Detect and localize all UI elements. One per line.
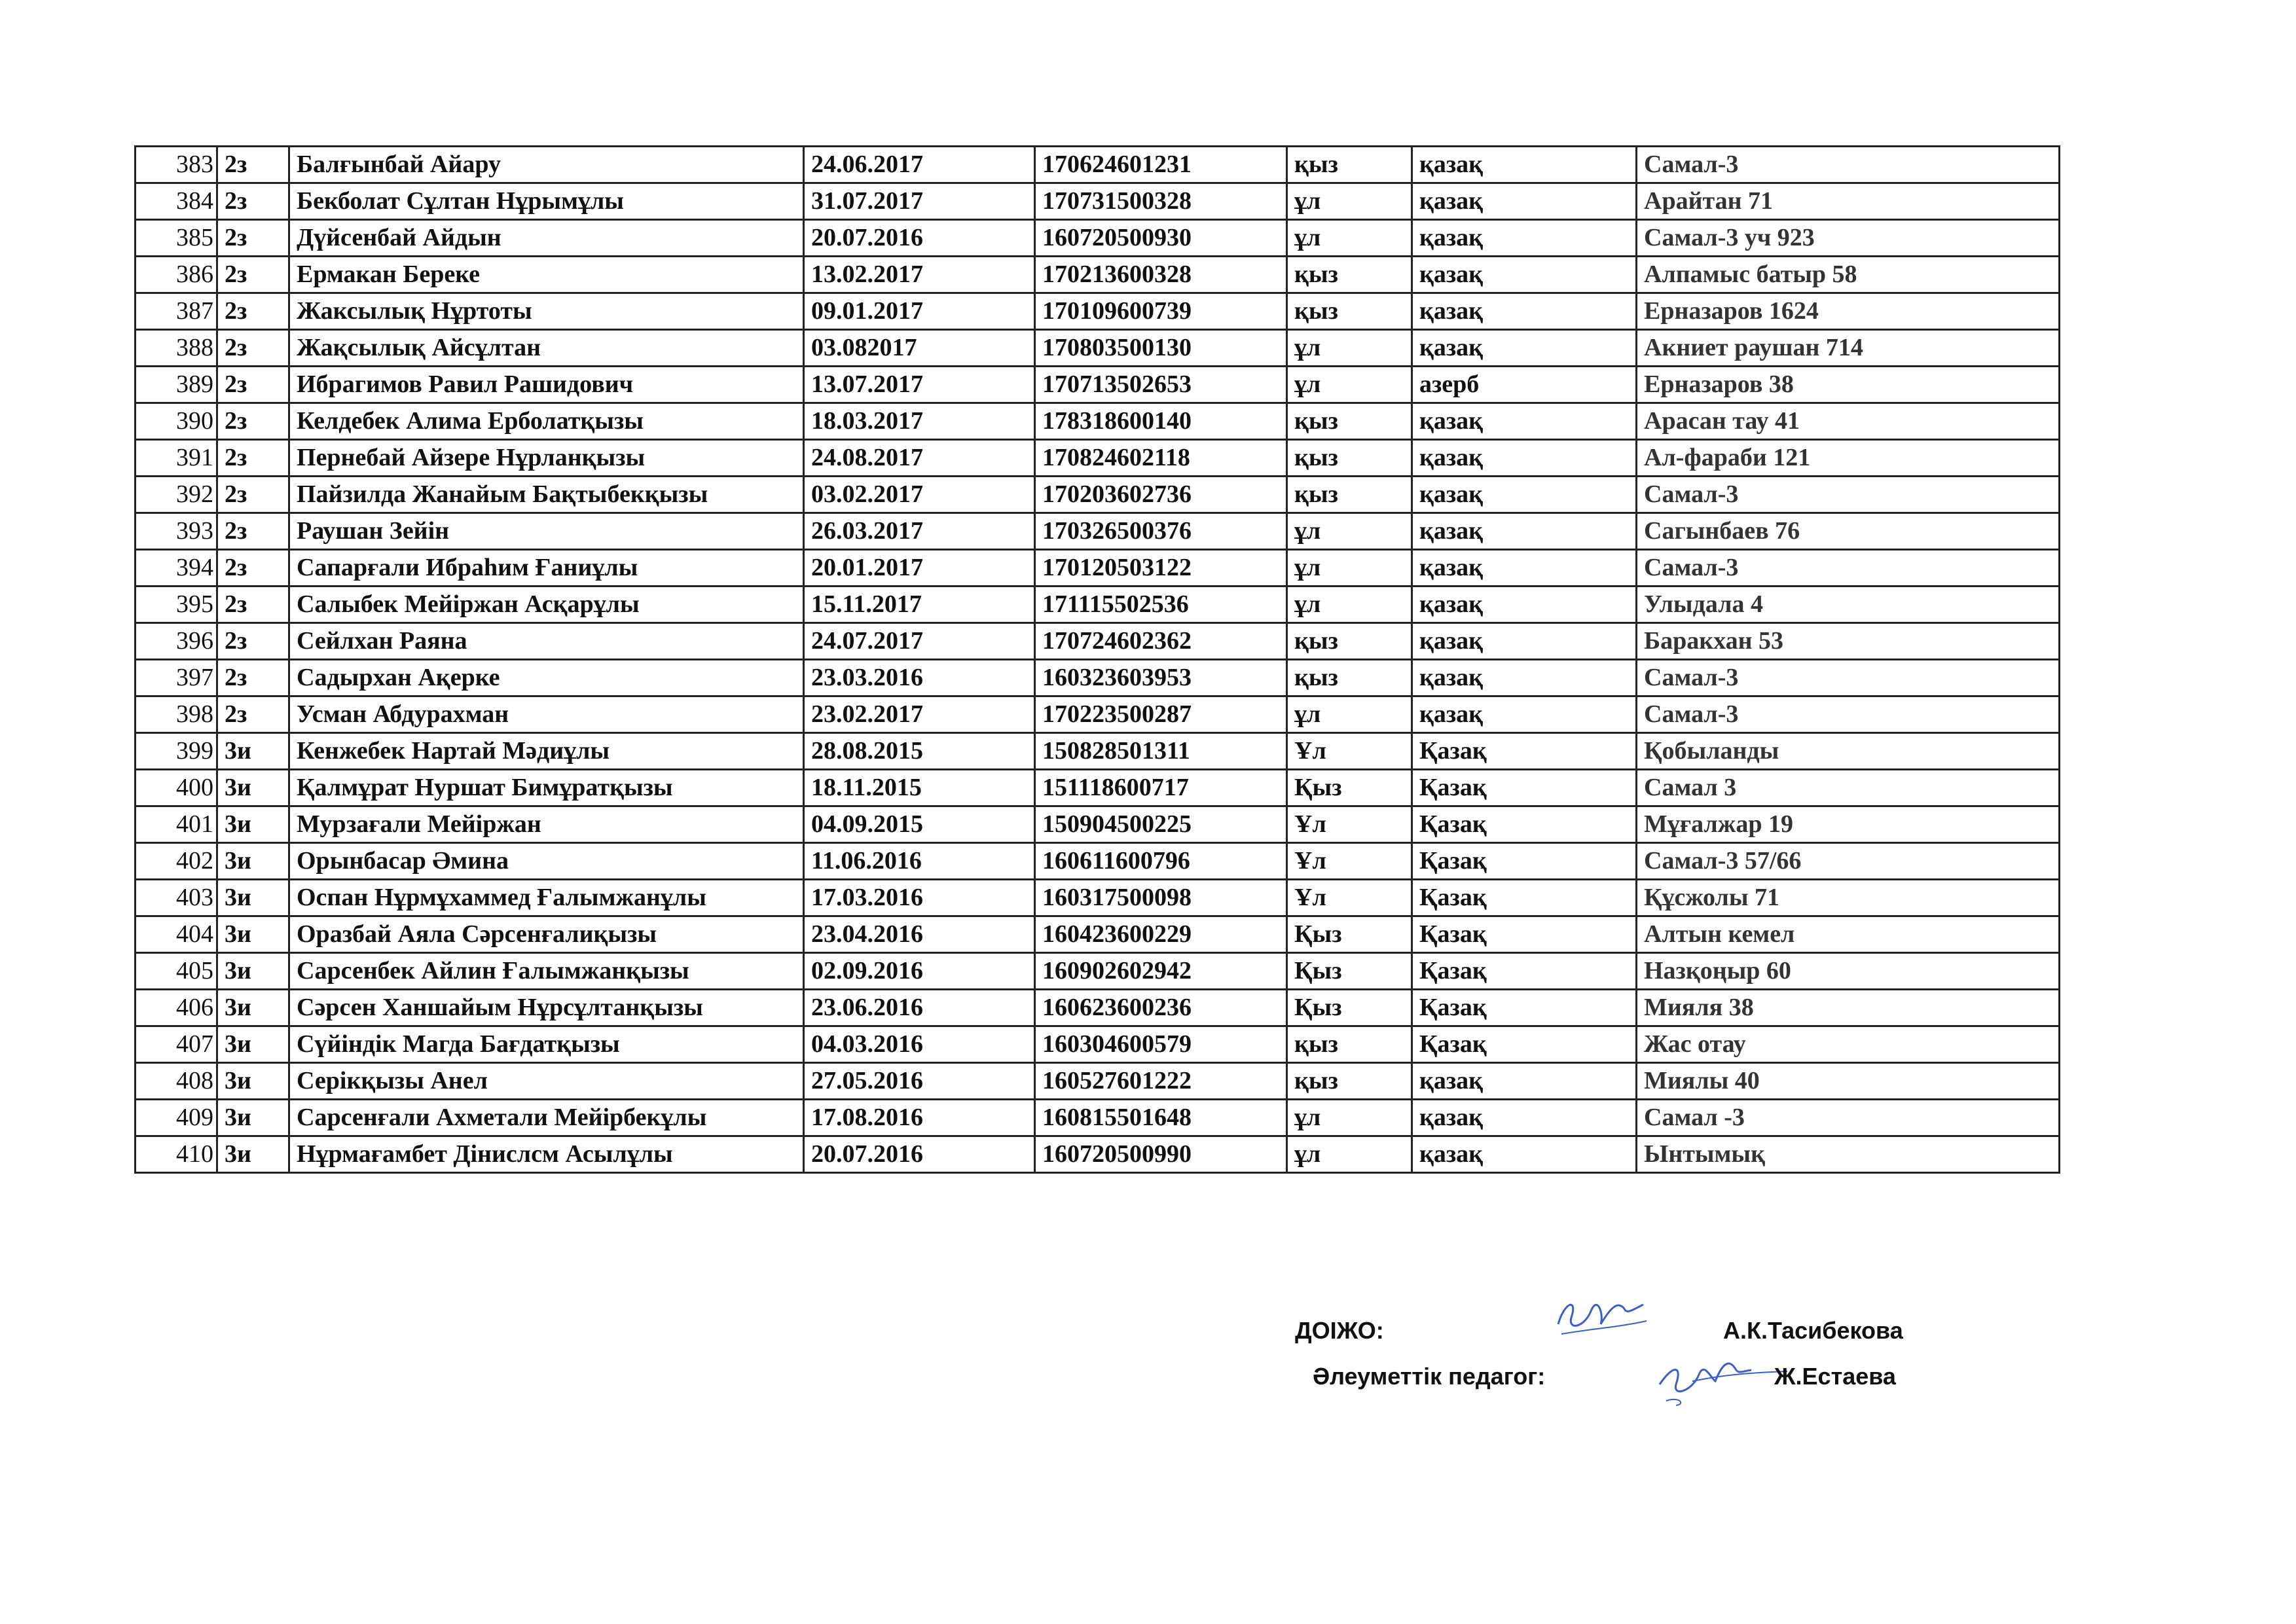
row-number: 405 <box>136 953 217 990</box>
gender-cell: қыз <box>1287 623 1412 660</box>
row-number: 393 <box>136 513 217 550</box>
student-records-table <box>134 145 2060 1174</box>
iin-cell: 160317500098 <box>1035 880 1287 916</box>
table-row <box>136 990 2060 1026</box>
address-cell: Баракхан 53 <box>1637 623 2060 660</box>
full-name-cell: Раушан Зейін <box>289 513 804 550</box>
iin-cell: 178318600140 <box>1035 403 1287 440</box>
full-name-cell: Ибрагимов Равил Рашидович <box>289 367 804 403</box>
row-number: 391 <box>136 440 217 477</box>
gender-cell: қыз <box>1287 403 1412 440</box>
gender-cell: ұл <box>1287 550 1412 586</box>
address-cell: Алтын кемел <box>1637 916 2060 953</box>
nationality-cell: қазақ <box>1412 330 1637 367</box>
full-name-cell: Сарсенбек Айлин Ғалымжанқызы <box>289 953 804 990</box>
table-row <box>136 403 2060 440</box>
iin-cell: 150904500225 <box>1035 806 1287 843</box>
table-row <box>136 367 2060 403</box>
nationality-cell: қазақ <box>1412 623 1637 660</box>
address-cell: Ал-фараби 121 <box>1637 440 2060 477</box>
gender-cell: қыз <box>1287 440 1412 477</box>
birth-date-cell: 28.08.2015 <box>804 733 1035 770</box>
row-number: 390 <box>136 403 217 440</box>
doizho-signature <box>1552 1288 1650 1350</box>
table-row <box>136 550 2060 586</box>
iin-cell: 170120503122 <box>1035 550 1287 586</box>
birth-date-cell: 03.082017 <box>804 330 1035 367</box>
table-row <box>136 916 2060 953</box>
full-name-cell: Оспан Нұрмұхаммед Ғалымжанұлы <box>289 880 804 916</box>
iin-cell: 170824602118 <box>1035 440 1287 477</box>
gender-cell: қыз <box>1287 293 1412 330</box>
gender-cell: ұл <box>1287 220 1412 257</box>
birth-date-cell: 24.06.2017 <box>804 147 1035 183</box>
birth-date-cell: 24.08.2017 <box>804 440 1035 477</box>
address-cell: Миялы 40 <box>1637 1063 2060 1100</box>
address-cell: Назқоңыр 60 <box>1637 953 2060 990</box>
row-number: 403 <box>136 880 217 916</box>
iin-cell: 170223500287 <box>1035 696 1287 733</box>
gender-cell: ұл <box>1287 330 1412 367</box>
iin-cell: 170203602736 <box>1035 477 1287 513</box>
row-number: 387 <box>136 293 217 330</box>
birth-date-cell: 04.03.2016 <box>804 1026 1035 1063</box>
iin-cell: 170624601231 <box>1035 147 1287 183</box>
table-row <box>136 183 2060 220</box>
birth-date-cell: 20.07.2016 <box>804 220 1035 257</box>
class-cell: 3и <box>217 1026 289 1063</box>
class-cell: 2з <box>217 550 289 586</box>
class-cell: 3и <box>217 1063 289 1100</box>
birth-date-cell: 23.06.2016 <box>804 990 1035 1026</box>
iin-cell: 160527601222 <box>1035 1063 1287 1100</box>
iin-cell: 160304600579 <box>1035 1026 1287 1063</box>
address-cell: Қобыланды <box>1637 733 2060 770</box>
full-name-cell: Жақсылық Айсұлтан <box>289 330 804 367</box>
class-cell: 3и <box>217 953 289 990</box>
birth-date-cell: 23.04.2016 <box>804 916 1035 953</box>
row-number: 409 <box>136 1100 217 1136</box>
row-number: 402 <box>136 843 217 880</box>
address-cell: Ерназаров 1624 <box>1637 293 2060 330</box>
nationality-cell: азерб <box>1412 367 1637 403</box>
full-name-cell: Салыбек Мейіржан Асқарұлы <box>289 586 804 623</box>
iin-cell: 160720500930 <box>1035 220 1287 257</box>
class-cell: 3и <box>217 1136 289 1173</box>
full-name-cell: Сәрсен Ханшайым Нұрсұлтанқызы <box>289 990 804 1026</box>
table-row <box>136 477 2060 513</box>
table-row <box>136 696 2060 733</box>
birth-date-cell: 18.03.2017 <box>804 403 1035 440</box>
class-cell: 2з <box>217 403 289 440</box>
birth-date-cell: 24.07.2017 <box>804 623 1035 660</box>
table-row <box>136 293 2060 330</box>
gender-cell: Ұл <box>1287 733 1412 770</box>
birth-date-cell: 23.02.2017 <box>804 696 1035 733</box>
class-cell: 2з <box>217 623 289 660</box>
iin-cell: 170326500376 <box>1035 513 1287 550</box>
birth-date-cell: 27.05.2016 <box>804 1063 1035 1100</box>
full-name-cell: Келдебек Алима Ерболатқызы <box>289 403 804 440</box>
iin-cell: 151118600717 <box>1035 770 1287 806</box>
nationality-cell: қазақ <box>1412 440 1637 477</box>
class-cell: 2з <box>217 440 289 477</box>
full-name-cell: Жаксылық Нұртоты <box>289 293 804 330</box>
gender-cell: ұл <box>1287 1136 1412 1173</box>
address-cell: Самал 3 <box>1637 770 2060 806</box>
class-cell: 2з <box>217 660 289 696</box>
birth-date-cell: 02.09.2016 <box>804 953 1035 990</box>
row-number: 389 <box>136 367 217 403</box>
nationality-cell: Қазақ <box>1412 880 1637 916</box>
nationality-cell: қазақ <box>1412 513 1637 550</box>
iin-cell: 160611600796 <box>1035 843 1287 880</box>
social-pedagogue-name: Ж.Естаева <box>1774 1363 1896 1390</box>
birth-date-cell: 18.11.2015 <box>804 770 1035 806</box>
nationality-cell: Қазақ <box>1412 953 1637 990</box>
row-number: 385 <box>136 220 217 257</box>
class-cell: 3и <box>217 880 289 916</box>
iin-cell: 170109600739 <box>1035 293 1287 330</box>
class-cell: 2з <box>217 257 289 293</box>
full-name-cell: Сапарғали Ибраһим Ғаниұлы <box>289 550 804 586</box>
gender-cell: қыз <box>1287 1063 1412 1100</box>
full-name-cell: Дүйсенбай Айдын <box>289 220 804 257</box>
nationality-cell: қазақ <box>1412 586 1637 623</box>
table-row <box>136 953 2060 990</box>
full-name-cell: Мурзағали Мейіржан <box>289 806 804 843</box>
address-cell: Самал-3 57/66 <box>1637 843 2060 880</box>
nationality-cell: Қазақ <box>1412 843 1637 880</box>
birth-date-cell: 09.01.2017 <box>804 293 1035 330</box>
iin-cell: 160623600236 <box>1035 990 1287 1026</box>
row-number: 386 <box>136 257 217 293</box>
class-cell: 2з <box>217 367 289 403</box>
table-row <box>136 147 2060 183</box>
gender-cell: Ұл <box>1287 843 1412 880</box>
iin-cell: 160902602942 <box>1035 953 1287 990</box>
table-row <box>136 1136 2060 1173</box>
birth-date-cell: 15.11.2017 <box>804 586 1035 623</box>
address-cell: Жас отау <box>1637 1026 2060 1063</box>
birth-date-cell: 17.08.2016 <box>804 1100 1035 1136</box>
birth-date-cell: 23.03.2016 <box>804 660 1035 696</box>
class-cell: 3и <box>217 1100 289 1136</box>
iin-cell: 171115502536 <box>1035 586 1287 623</box>
row-number: 410 <box>136 1136 217 1173</box>
full-name-cell: Ермакан Береке <box>289 257 804 293</box>
row-number: 406 <box>136 990 217 1026</box>
iin-cell: 170731500328 <box>1035 183 1287 220</box>
address-cell: Улыдала 4 <box>1637 586 2060 623</box>
gender-cell: Ұл <box>1287 806 1412 843</box>
address-cell: Мияля 38 <box>1637 990 2060 1026</box>
birth-date-cell: 17.03.2016 <box>804 880 1035 916</box>
address-cell: Құсжолы 71 <box>1637 880 2060 916</box>
full-name-cell: Пернебай Айзере Нұрланқызы <box>289 440 804 477</box>
class-cell: 3и <box>217 770 289 806</box>
nationality-cell: қазақ <box>1412 660 1637 696</box>
doizho-label: ДОІЖО: <box>1295 1317 1384 1344</box>
gender-cell: қыз <box>1287 1026 1412 1063</box>
iin-cell: 160815501648 <box>1035 1100 1287 1136</box>
address-cell: Сагынбаев 76 <box>1637 513 2060 550</box>
doizho-name: А.К.Тасибекова <box>1723 1317 1903 1344</box>
address-cell: Самал -3 <box>1637 1100 2060 1136</box>
class-cell: 3и <box>217 843 289 880</box>
row-number: 401 <box>136 806 217 843</box>
gender-cell: Қыз <box>1287 916 1412 953</box>
address-cell: Ерназаров 38 <box>1637 367 2060 403</box>
birth-date-cell: 31.07.2017 <box>804 183 1035 220</box>
address-cell: Арайтан 71 <box>1637 183 2060 220</box>
nationality-cell: қазақ <box>1412 293 1637 330</box>
full-name-cell: Оразбай Аяла Сәрсенғалиқызы <box>289 916 804 953</box>
table-row <box>136 806 2060 843</box>
iin-cell: 150828501311 <box>1035 733 1287 770</box>
gender-cell: ұл <box>1287 367 1412 403</box>
class-cell: 2з <box>217 586 289 623</box>
table-row <box>136 623 2060 660</box>
nationality-cell: Қазақ <box>1412 1026 1637 1063</box>
row-number: 384 <box>136 183 217 220</box>
gender-cell: қыз <box>1287 660 1412 696</box>
iin-cell: 170803500130 <box>1035 330 1287 367</box>
class-cell: 3и <box>217 916 289 953</box>
nationality-cell: Қазақ <box>1412 733 1637 770</box>
table-row <box>136 513 2060 550</box>
birth-date-cell: 26.03.2017 <box>804 513 1035 550</box>
nationality-cell: Қазақ <box>1412 806 1637 843</box>
full-name-cell: Сарсенғали Ахметали Мейірбекұлы <box>289 1100 804 1136</box>
nationality-cell: қазақ <box>1412 1100 1637 1136</box>
address-cell: Самал-3 <box>1637 147 2060 183</box>
class-cell: 2з <box>217 220 289 257</box>
table-row <box>136 257 2060 293</box>
row-number: 394 <box>136 550 217 586</box>
row-number: 408 <box>136 1063 217 1100</box>
iin-cell: 170213600328 <box>1035 257 1287 293</box>
full-name-cell: Садырхан Ақерке <box>289 660 804 696</box>
nationality-cell: Қазақ <box>1412 916 1637 953</box>
address-cell: Самал-3 <box>1637 660 2060 696</box>
table-row <box>136 1100 2060 1136</box>
class-cell: 3и <box>217 806 289 843</box>
table-row <box>136 660 2060 696</box>
nationality-cell: қазақ <box>1412 477 1637 513</box>
full-name-cell: Усман Абдурахман <box>289 696 804 733</box>
class-cell: 2з <box>217 330 289 367</box>
address-cell: Алпамыс батыр 58 <box>1637 257 2060 293</box>
row-number: 397 <box>136 660 217 696</box>
full-name-cell: Орынбасар Әмина <box>289 843 804 880</box>
birth-date-cell: 13.02.2017 <box>804 257 1035 293</box>
gender-cell: ұл <box>1287 696 1412 733</box>
nationality-cell: қазақ <box>1412 696 1637 733</box>
row-number: 396 <box>136 623 217 660</box>
row-number: 398 <box>136 696 217 733</box>
nationality-cell: қазақ <box>1412 550 1637 586</box>
class-cell: 2з <box>217 293 289 330</box>
full-name-cell: Сейлхан Раяна <box>289 623 804 660</box>
address-cell: Самал-3 <box>1637 477 2060 513</box>
iin-cell: 160423600229 <box>1035 916 1287 953</box>
nationality-cell: Қазақ <box>1412 990 1637 1026</box>
class-cell: 2з <box>217 147 289 183</box>
gender-cell: ұл <box>1287 586 1412 623</box>
table-row <box>136 770 2060 806</box>
row-number: 388 <box>136 330 217 367</box>
nationality-cell: қазақ <box>1412 220 1637 257</box>
table-row <box>136 1063 2060 1100</box>
iin-cell: 170713502653 <box>1035 367 1287 403</box>
nationality-cell: қазақ <box>1412 147 1637 183</box>
full-name-cell: Нұрмағамбет Дінислсм Асылұлы <box>289 1136 804 1173</box>
gender-cell: Қыз <box>1287 953 1412 990</box>
class-cell: 3и <box>217 990 289 1026</box>
class-cell: 2з <box>217 696 289 733</box>
gender-cell: ұл <box>1287 513 1412 550</box>
class-cell: 2з <box>217 477 289 513</box>
table-row <box>136 330 2060 367</box>
gender-cell: қыз <box>1287 477 1412 513</box>
birth-date-cell: 13.07.2017 <box>804 367 1035 403</box>
birth-date-cell: 20.01.2017 <box>804 550 1035 586</box>
gender-cell: ұл <box>1287 183 1412 220</box>
row-number: 383 <box>136 147 217 183</box>
full-name-cell: Серікқызы Анел <box>289 1063 804 1100</box>
full-name-cell: Бекболат Сұлтан Нұрымұлы <box>289 183 804 220</box>
social-pedagogue-label: Әлеуметтік педагог: <box>1313 1363 1546 1390</box>
nationality-cell: қазақ <box>1412 257 1637 293</box>
birth-date-cell: 11.06.2016 <box>804 843 1035 880</box>
nationality-cell: қазақ <box>1412 183 1637 220</box>
iin-cell: 170724602362 <box>1035 623 1287 660</box>
full-name-cell: Балғынбай Айару <box>289 147 804 183</box>
row-number: 395 <box>136 586 217 623</box>
table-row <box>136 843 2060 880</box>
nationality-cell: Қазақ <box>1412 770 1637 806</box>
full-name-cell: Сүйіндік Магда Бағдатқызы <box>289 1026 804 1063</box>
full-name-cell: Пайзилда Жанайым Бақтыбекқызы <box>289 477 804 513</box>
gender-cell: ұл <box>1287 1100 1412 1136</box>
table-row <box>136 220 2060 257</box>
full-name-cell: Кенжебек Нартай Мәдиұлы <box>289 733 804 770</box>
gender-cell: Қыз <box>1287 770 1412 806</box>
nationality-cell: қазақ <box>1412 403 1637 440</box>
table-row <box>136 880 2060 916</box>
gender-cell: қыз <box>1287 147 1412 183</box>
table-row <box>136 440 2060 477</box>
class-cell: 3и <box>217 733 289 770</box>
birth-date-cell: 04.09.2015 <box>804 806 1035 843</box>
gender-cell: Ұл <box>1287 880 1412 916</box>
address-cell: Мұғалжар 19 <box>1637 806 2060 843</box>
nationality-cell: қазақ <box>1412 1063 1637 1100</box>
row-number: 400 <box>136 770 217 806</box>
full-name-cell: Қалмұрат Нуршат Бимұратқызы <box>289 770 804 806</box>
birth-date-cell: 20.07.2016 <box>804 1136 1035 1173</box>
gender-cell: қыз <box>1287 257 1412 293</box>
table-row <box>136 1026 2060 1063</box>
table-row <box>136 733 2060 770</box>
address-cell: Акниет раушан 714 <box>1637 330 2060 367</box>
birth-date-cell: 03.02.2017 <box>804 477 1035 513</box>
iin-cell: 160323603953 <box>1035 660 1287 696</box>
row-number: 392 <box>136 477 217 513</box>
class-cell: 2з <box>217 183 289 220</box>
address-cell: Самал-3 уч 923 <box>1637 220 2060 257</box>
row-number: 404 <box>136 916 217 953</box>
nationality-cell: қазақ <box>1412 1136 1637 1173</box>
social-pedagogue-signature <box>1653 1345 1791 1411</box>
address-cell: Арасан тау 41 <box>1637 403 2060 440</box>
row-number: 399 <box>136 733 217 770</box>
table-row <box>136 586 2060 623</box>
gender-cell: Қыз <box>1287 990 1412 1026</box>
class-cell: 2з <box>217 513 289 550</box>
address-cell: Ынтымық <box>1637 1136 2060 1173</box>
address-cell: Самал-3 <box>1637 550 2060 586</box>
row-number: 407 <box>136 1026 217 1063</box>
address-cell: Самал-3 <box>1637 696 2060 733</box>
iin-cell: 160720500990 <box>1035 1136 1287 1173</box>
